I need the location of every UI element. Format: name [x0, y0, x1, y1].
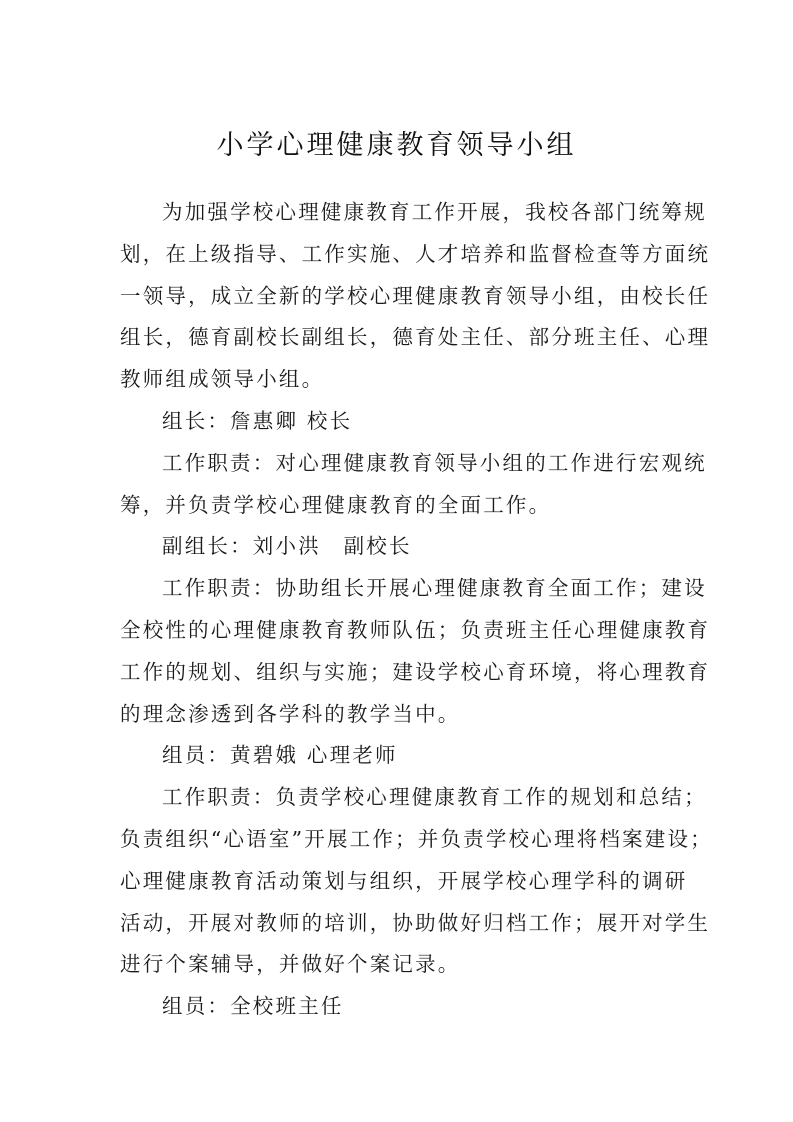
leader-line [120, 401, 673, 443]
text-line: 组员：黄碧娥 心理老师 [162, 743, 398, 768]
text-line: 一领导，成立全新的学校心理健康教育领导小组，由校长任 [120, 283, 711, 308]
text-line: 组长：詹惠卿 校长 [162, 408, 353, 433]
intro-paragraph [120, 192, 711, 401]
text-line: 筹，并负责学校心理健康教育的全面工作。 [120, 492, 552, 517]
text-line: 工作的规划、组织与实施；建设学校心育环境，将心理教育 [120, 659, 711, 684]
text-line: 副组长：刘小洪 副校长 [162, 534, 412, 559]
text-line: 进行个案辅导，并做好个案记录。 [120, 952, 461, 977]
text-line: 组长，德育副校长副组长，德育处主任、部分班主任、心理 [120, 325, 711, 350]
text-line: 心理健康教育活动策划与组织，开展学校心理学科的调研 [120, 868, 688, 893]
text-line: 全校性的心理健康教育教师队伍；负责班主任心理健康教育 [120, 617, 711, 642]
text-line: 负责组织“心语室”开展工作；并负责学校心理将档案建设； [120, 826, 713, 851]
text-line: 工作职责：协助组长开展心理健康教育全面工作；建设 [162, 576, 707, 601]
document-title: 小学心理健康教育领导小组 [216, 130, 577, 161]
leader-duties [120, 443, 707, 527]
deputy-duties [120, 568, 711, 735]
text-line: 的理念渗透到各学科的教学当中。 [120, 701, 461, 726]
member-all-teachers-line [120, 986, 673, 1028]
deputy-leader-line [120, 526, 673, 568]
text-line: 划，在上级指导、工作实施、人才培养和监督检查等方面统 [120, 241, 711, 266]
text-line: 为加强学校心理健康教育工作开展，我校各部门统筹规 [162, 200, 707, 224]
member-duties [120, 777, 713, 986]
text-line: 教师组成领导小组。 [120, 367, 325, 392]
document-body [120, 192, 713, 1028]
member-line [120, 735, 673, 777]
text-line: 活动，开展对教师的培训，协助做好归档工作；展开对学生 [120, 910, 711, 935]
text-line: 工作职责：对心理健康教育领导小组的工作进行宏观统 [162, 450, 707, 475]
text-line: 组员：全校班主任 [162, 994, 344, 1019]
text-line: 工作职责：负责学校心理健康教育工作的规划和总结； [162, 785, 707, 810]
